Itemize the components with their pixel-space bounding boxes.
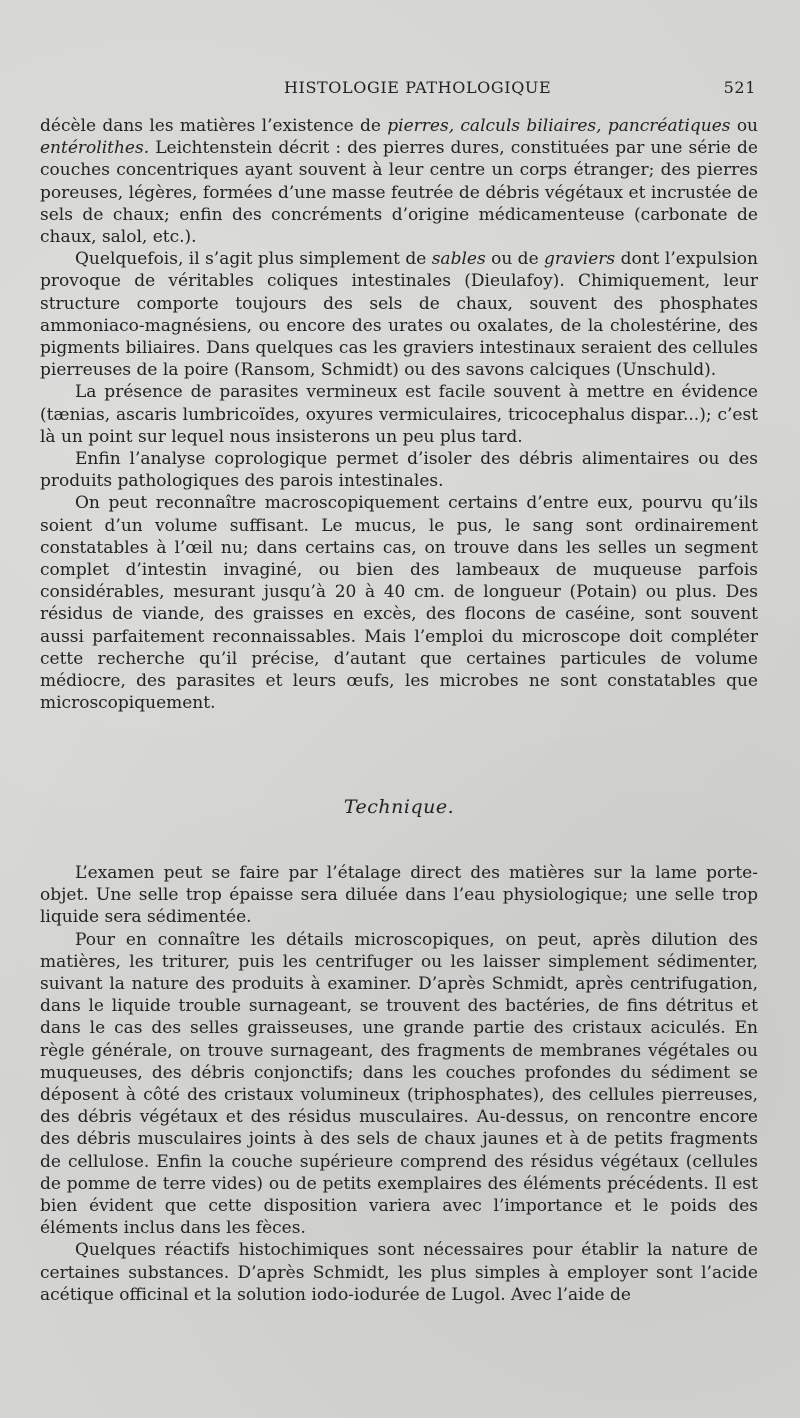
paragraph-8: Quelques réactifs histochimiques sont nécessaires pour établir la nature de certaines substances. D’après Schmidt, les plus simples à employer sont l’acide acétique officinal et la solution iodo-iodurée de Lugol. Avec l’aide de <box>40 1240 758 1305</box>
paragraph-1-text-e: Leichtenstein décrit : des pierres dures, constituées par une série de couches concentriques ayant souvent à leur centre un corps étranger; des pierres poreuses, légères, formées d’une masse feutrée de débris végétaux et incrustée de sels de chaux; enfin des concréments d’origine médicamenteuse (carbonate de chaux, salol, etc.). <box>40 138 758 248</box>
paragraph-1-italic-term-2: entérolithes. <box>40 138 150 159</box>
paragraph-2 <box>40 248 758 381</box>
page-number: 521 <box>723 78 756 97</box>
paragraph-6: L’examen peut se faire par l’étalage direct des matières sur la lame porte-objet. Une selle trop épaisse sera diluée dans l’eau physiologique; une selle trop liquide sera sédimentée. <box>40 863 758 928</box>
paragraph-2-italic-graviers: graviers <box>544 249 616 270</box>
paragraph-3: La présence de parasites vermineux est facile souvent à mettre en évidence (tænias, ascaris lumbricoïdes, oxyures vermiculaires, tricocephalus dispar...); c’est là un point sur lequel nous insisterons un peu plus tard. <box>40 382 758 447</box>
paragraph-2-text-a: Quelquefois, il s’agit plus simplement de <box>75 249 432 270</box>
paragraph-1-text-a: décèle dans les matières l’existence de <box>40 116 388 136</box>
paragraph-1 <box>40 115 758 248</box>
paragraph-2-text-e: dont l’expulsion provoque de véritables coliques intestinales (Dieulafoy). Chimiquement, leur structure comporte toujours des sels de chaux, souvent des phosphates ammoniaco-magnésiens, ou encore des urates ou oxalates, de la cholestérine, des pigments biliaires. Dans quelques cas les graviers intestinaux seraient des cellules pierreuses de la poire (Ransom, Schmidt) ou des savons calciques (Unschuld). <box>40 249 758 381</box>
body-text-upper <box>40 115 758 714</box>
paragraph-2-text-c: ou de <box>485 249 545 270</box>
running-head <box>40 74 760 104</box>
running-title: HISTOLOGIE PATHOLOGIQUE <box>284 78 552 97</box>
paragraph-7: Pour en connaître les détails microscopiques, on peut, après dilution des matières, les triturer, puis les centrifuger ou les laisser simplement sédimenter, suivant la nature des produits à examiner. D’après Schmidt, après centrifugation, dans le liquide trouble surnageant, se trouvent des bactéries, de fins détritus et dans le cas des selles graisseuses, une grande partie des cristaux aciculés. En règle générale, on trouve surnageant, des fragments de membranes végétales ou muqueuses, des débris conjonctifs; dans les couches profondes du sédiment se déposent à côté des cristaux volumineux (triphosphates), des cellules pierreuses, des débris végétaux et des résidus musculaires. Au-dessus, on rencontre encore des débris musculaires joints à des sels de chaux jaunes et à de petits fragments de cellulose. Enfin la couche supérieure comprend des résidus végétaux (cellules de pomme de terre vides) ou de petits exemplaires des éléments précédents. Il est bien évident que cette disposition variera avec l’importance et le poids des éléments inclus dans les fèces. <box>40 929 758 1239</box>
paragraph-2-italic-sables: sables <box>431 249 486 270</box>
paragraph-5: On peut reconnaître macroscopiquement certains d’entre eux, pourvu qu’ils soient d’un volume suffisant. Le mucus, le pus, le sang sont ordinairement constatables à l’œil nu; dans certains cas, on trouve dans les selles un segment complet d’intestin invaginé, ou bien des lambeaux de muqueuse parfois considérables, mesurant jusqu’à 20 à 40 cm. de longueur (Potain) ou plus. Des résidus de viande, des graisses en excès, des flocons de caséine, sont souvent aussi parfaitement reconnaissables. Mais l’emploi du microscope doit compléter cette recherche qu’il précise, d’autant que certaines particules de volume médiocre, des parasites et leurs œufs, les microbes ne sont constatables que microscopiquement. <box>40 493 758 714</box>
body-text-lower <box>40 862 758 1306</box>
paragraph-1-italic-term: pierres, calculs biliaires, pancréatiques <box>387 116 731 136</box>
section-heading: Technique. <box>343 796 455 818</box>
paragraph-1-text-c: ou <box>730 116 759 136</box>
paragraph-4: Enfin l’analyse coprologique permet d’isoler des débris alimentaires ou des produits pathologiques des parois intestinales. <box>40 449 758 492</box>
